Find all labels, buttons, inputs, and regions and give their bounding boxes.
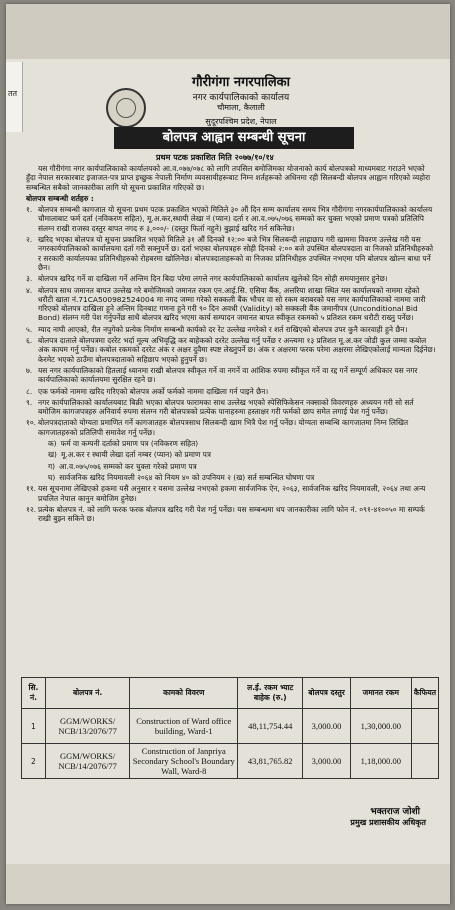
cell-bid-no: GGM/WORKS/ NCB/14/2076/77	[45, 744, 129, 779]
col-remarks: कैफियत	[411, 678, 438, 709]
newspaper-bottom-edge	[6, 864, 450, 904]
condition-text: फर्म वा कम्पनी दर्ताको प्रमाण पत्र (नविकरण सहित)	[60, 439, 199, 449]
notice-intro: यस गौरीगंगा नगर कार्यपालिकाको कार्यालयको आ.व.०७७/०७८ को लागि तपसिल बमोजिमका योजनाको कार्य बोलपत्रको माध्यमबाट गराउने भएको हुँदा नेपाल सरकारबाट इजाजत-पत्र प्राप्त इच्छुक नेपाली निर्माण व्यवसायीहरूबाट निम्न शर्तहरूको अधिनमा रही सिलबन्दी बोलपत्र आह्वान गरिएको व्यहोरा सम्बन्धित सबैको जानकारीका लागि यो सूचना प्रकाशित गरिएको छ।	[26, 164, 431, 192]
condition-item	[26, 274, 436, 283]
condition-item	[26, 505, 436, 524]
col-estimate: ल.ई. रकम भ्याट बाहेक (रु.)	[238, 678, 303, 709]
condition-text: नगर कार्यपालिकाको कार्यालयबाट बिक्री भएका बोलपत्र फारामका साथ उल्लेख भएको स्पेसिफिकेसन नक्साको विवरणहरु अध्ययन गरी सो सर्त बमोजिम कागजपत्रहरु अनिवार्य रुपमा संलग्न गरी बोलपत्रको प्रत्येक पानाहरुमा हस्ताक्षर गरी फर्मको छाप समेत लगाई पेश गर्नु पर्नेछ।	[38, 397, 414, 417]
col-sn: सि. नं.	[22, 678, 46, 709]
cell-description: Construction of Ward office building, Ward-1	[130, 709, 238, 744]
condition-number: २.	[26, 235, 33, 245]
condition-text: यस नगर कार्यपालिकाको हितलाई ध्यानमा राखी बोलपत्र स्वीकृत गर्ने वा नगर्ने वा आंशिक रुपमा स्वीकृत गर्ने वा रद्द गर्ने सम्पूर्ण अधिकार यस नगर कार्यपालिकाको कार्यालयमा सुरक्षित रहने छ।	[38, 365, 418, 385]
condition-item	[26, 366, 436, 385]
condition-item	[26, 484, 436, 503]
condition-number: १.	[26, 205, 33, 215]
condition-item	[26, 325, 436, 334]
condition-item	[26, 418, 436, 437]
col-fee: बोलपत्र दस्तुर	[303, 678, 350, 709]
condition-item	[26, 336, 436, 364]
condition-number: ११.	[26, 484, 37, 494]
condition-number: क)	[48, 439, 57, 449]
condition-number: ७.	[26, 365, 33, 375]
cell-security: 1,30,000.00	[350, 709, 411, 744]
condition-number: ९.	[26, 397, 33, 407]
cell-remarks	[411, 709, 438, 744]
condition-number: ५.	[26, 324, 33, 334]
signatory-title: प्रमुख प्रशासकीय अधिकृत	[350, 818, 426, 827]
bid-table-row	[22, 744, 439, 779]
condition-number: घ)	[48, 472, 56, 482]
col-security: जमानत रकम	[350, 678, 411, 709]
bid-table	[21, 677, 439, 779]
cell-description: Construction of Janpriya Secondary School's Boundary Wall, Ward-8	[130, 744, 238, 779]
cell-estimate: 43,81,765.82	[238, 744, 303, 779]
side-clipping	[6, 62, 23, 132]
condition-number: १२.	[26, 504, 37, 514]
cell-fee: 3,000.00	[303, 709, 350, 744]
conditions-heading: बोलपत्र सम्बन्धी शर्तहरु :	[26, 193, 94, 203]
signatory-name: भक्तराज जोशी	[370, 807, 420, 817]
condition-text: यस सूचनामा लेखिएको हकमा यसै अनुसार र यसमा उल्लेख नभएको हकमा सार्वजनिक ऐन, २०६३, सार्वजनिक खरिद नियमावली, २०६४ तथा अन्य प्रचलित नेपाल कानुन बमोजिम हुनेछ।	[38, 484, 426, 503]
cell-security: 1,18,000.00	[350, 744, 411, 779]
condition-text: बोलपत्र साथ जमानत बापत उल्लेख गरे बमोजिमको जमानत रकम एन.आई.सि. एसिया बैंक, अत्तरिया शाखा स्थित यस कार्यालयको नाममा रहेको धरौटी खाता नं.71CA500982524004 मा नगद जम्मा गरेको सक्कली बैंक भौचर वा सो रकम बराबरको यस नगर कार्यपालिकाको नाममा जारी गरिएको बोलपत्र दाखिला हुने अन्तिम दिनबाट गणना हुने गरी ९० दिन अवधी (Validity) को सक्कली बैंक जमानीपत्र (Unconditional Bid Bond) संलग्न गरी पेश गर्नुपर्नेछ साथै बोलपत्र खरिद भएमा कार्य सम्पादन जमानत बापत स्वीकृत रकमको ५ प्रतिशत रकम धरौटी राख्नु पर्नेछ।	[38, 285, 426, 323]
condition-item	[26, 462, 436, 471]
condition-text: सार्वजनिक खरिद नियमावली २०६४ को नियम ४० को उपनियम २ (ख) सर्त सम्बन्धित घोषणा पत्र	[59, 472, 315, 482]
condition-text: मू.अ.कर र स्थायी लेखा दर्ता नम्बर (प्यान) को प्रमाण पत्र	[60, 450, 211, 460]
condition-number: १०.	[26, 418, 37, 428]
notice-title: बोलपत्र आह्वान सम्बन्धी सूचना	[114, 127, 354, 149]
condition-item	[26, 450, 436, 459]
government-emblem-icon	[106, 88, 146, 128]
condition-number: ८.	[26, 386, 33, 396]
condition-number: ग)	[48, 461, 56, 471]
office-province: सुदूरपश्चिम प्रदेश, नेपाल	[205, 117, 277, 126]
condition-item	[26, 286, 436, 323]
condition-number: ६.	[26, 336, 33, 346]
condition-text: बोलपत्र खरिद गर्ने वा दाखिला गर्ने अन्तिम दिन बिदा परेमा लगत्ते नगर कार्यपालिकाको कार्यालय खुलेको दिन सोही समयानुसार हुनेछ।	[38, 274, 388, 284]
newspaper-top-edge	[6, 4, 450, 59]
cell-fee: 3,000.00	[303, 744, 350, 779]
cell-sn: 1	[22, 709, 46, 744]
notice-body	[26, 164, 436, 525]
bid-table-row	[22, 709, 439, 744]
condition-text: म्याद नाघी आएको, रीत नपुगेको प्रत्येक निर्माण सम्बन्धी कार्यको दर रेट उल्लेख नगरेको र शर्त राखिएको बोलपत्र उपर कुनै कारवाही हुने छैन।	[38, 324, 408, 334]
condition-text: बोलपत्र दाताले बोलपत्रमा दररेट भर्दा मूल्य अभिवृद्धि कर बाहेकको दररेट उल्लेख गर्नु पर्नेछ र अन्त्यमा १३ प्रतिशत मू.अ.कर जोडी कुल जम्मा कबोल अंक कायम गर्नु पर्नेछ। कबोल रकमको दररेट अंक र अक्षर दुवैमा स्पष्ट लेख्नुपर्ने छ। अंक र अक्षरमा फरक परेमा अक्षरमा लेखिएकोलाई मान्यता दिईनेछ। केरमेट भएको ठाउँमा बोलपत्रदाताको सहिछाप भएको हुनुपर्ने छ।	[38, 336, 436, 364]
bid-table-header	[22, 678, 439, 709]
cell-remarks	[411, 744, 438, 779]
condition-text: बोलपत्रदाताको योग्यता प्रमाणित गर्ने कागजातहरु बोलपत्रसाथ सिलबन्दी खाम भित्रै पेश गर्नु पर्नेछ। योग्यता सम्बन्धि कागजातमा निम्न लिखित कागजातहरुको प्रतिलिपी समावेश गर्नु पर्नेछ।	[38, 418, 409, 437]
office-subtitle: नगर कार्यपालिकाको कार्यालय	[192, 93, 290, 103]
condition-number: ख)	[48, 450, 57, 460]
condition-item	[26, 235, 436, 272]
condition-text: आ.व.०७५/०७६ सम्मको कर चुक्ता गरेको प्रमाण पत्र	[59, 461, 197, 471]
office-address: चौमाला, कैलाली	[217, 103, 265, 112]
condition-item	[26, 439, 436, 448]
cell-bid-no: GGM/WORKS/ NCB/13/2076/77	[45, 709, 129, 744]
condition-text: प्रत्येक बोलपत्र नं. को लागि फरक फरक बोलपत्र खरिद गरी पेश गर्नु पर्नेछ। यस सम्बन्धमा थप जानकारीका लागि फोन नं. ०९१-४१००५० मा सम्पर्क राखी बुझ्न सकिने छ।	[38, 504, 425, 524]
condition-text: एक फर्मको नाममा खरिद गरिएको बोलपत्र अर्को फर्मको नाममा दाखिला गर्न पाइने छैन।	[38, 386, 269, 396]
condition-number: ३.	[26, 274, 33, 284]
office-name: गौरीगंगा नगरपालिका	[191, 75, 291, 90]
condition-item	[26, 387, 436, 396]
condition-text: बोलपत्र सम्बन्धी कागजात यो सूचना प्रथम पटक प्रकाशित भएको मितिले ३० औं दिन सम्म कार्यालय समय भित्र गौरीगंगा नगरकार्यपालिकाको कार्यालय चौमालाबाट फर्म दर्ता (नविकरण सहित), मू.अ.कर,स्थायी लेखा नं (प्यान) दर्ता र आ.व.०७५/०७६ सम्मको कर चुक्ता भएको प्रमाण पत्रको प्रतिलिपि संलग्न राखी राजस्व दस्तुर बापत नगद रु ३,०००/- (दस्तुर फिर्ता नहुने) बुझाई खरिद गर्न सकिनेछ।	[38, 205, 433, 233]
published-date: प्रथम पटक प्रकाशित मिति २०७७/१०/१४	[156, 153, 274, 162]
cell-sn: 2	[22, 744, 46, 779]
newspaper-page	[6, 4, 450, 904]
col-bid-no: बोलपत्र नं.	[45, 678, 129, 709]
cell-estimate: 48,11,754.44	[238, 709, 303, 744]
condition-text: खरिद भएका बोलपत्र यो सूचना प्रकाशित भएको मितिले ३१ औं दिनको १२:०० बजे भित्र सिलबन्दी लाहाछाप गरी खाममा विवरण उल्लेख गरी यस नगरकार्यपालिकाको कार्यालयमा दर्ता गरी सक्नुपर्ने छ। दर्ता भएका बोलपत्रहरु सोही दिनको २:०० बजे उपस्थित बोलपत्रदाता वा निजको प्रतिनिधीहरुको र सरकारी कार्यालयका प्रतिनिधीहरुको रोहबरमा खोलिनेछ। बोलपत्रदाताहरूको वा निजका प्रतिनिधीहरु उपस्थित नभएमा पनि बोलपत्र खोल्न बाधा पर्ने छैन।	[38, 235, 434, 272]
side-clipping-text: तत	[8, 89, 18, 98]
col-description: कामको विवरण	[130, 678, 238, 709]
conditions-list-tail	[26, 484, 436, 523]
condition-item	[26, 398, 436, 417]
condition-item	[26, 473, 436, 482]
condition-number: ४.	[26, 285, 33, 295]
conditions-list	[26, 205, 436, 437]
required-documents-list	[26, 439, 436, 482]
condition-item	[26, 205, 436, 233]
